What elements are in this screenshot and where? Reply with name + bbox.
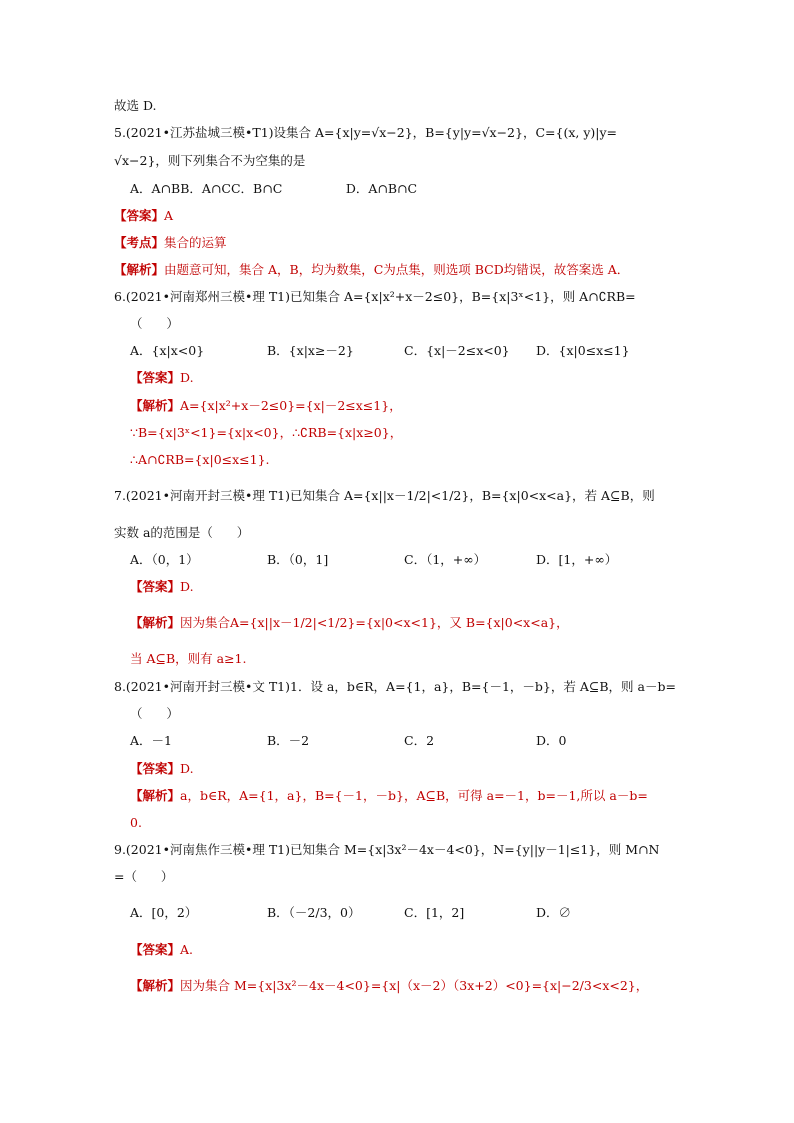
section-body: A. bbox=[180, 942, 194, 957]
option-c: C．2 bbox=[404, 733, 435, 748]
section-tag: 【答案】 bbox=[114, 208, 165, 223]
question-6-analysis-1 bbox=[130, 397, 710, 415]
option-c: C．（1，+∞） bbox=[404, 552, 487, 567]
question-5-line-1: 5.(2021•江苏盐城三模•T1)设集合 A={x|y=√x−2}，B={y|y=√x−2}，C={(x, y)|y= bbox=[114, 125, 618, 140]
question-6-analysis-2 bbox=[130, 424, 710, 442]
text-line bbox=[114, 97, 694, 115]
option-b: B．{x|x≥－2} bbox=[267, 343, 354, 358]
question-8-answer bbox=[130, 760, 710, 778]
option-c: C．{x|－2≤x<0} bbox=[404, 343, 510, 358]
question-9-options bbox=[130, 904, 710, 922]
section-body: 集合的运算 bbox=[164, 235, 227, 250]
question-5-options bbox=[130, 180, 710, 198]
analysis-text bbox=[130, 398, 402, 413]
question-8-blank: （ ） bbox=[130, 706, 179, 721]
section-tag: 【解析】 bbox=[130, 615, 181, 630]
question-6-answer bbox=[130, 369, 710, 387]
question-7-line-2: 实数 a的范围是（ ） bbox=[114, 525, 250, 540]
section-body: D. bbox=[180, 761, 194, 776]
analysis-text: 0. bbox=[130, 815, 142, 830]
option-d: D．{x|0≤x≤1} bbox=[536, 343, 630, 358]
analysis-text: ∵B={x|3ˣ<1}={x|x<0}，∴∁RB={x|x≥0}， bbox=[130, 425, 403, 440]
section-body: A={x|x²+x－2≤0}={x|－2≤x≤1}， bbox=[180, 398, 402, 413]
option-a: A．{x|x<0} bbox=[130, 343, 205, 358]
section-body: a，b∈R，A={1，a}，B={－1，－b}，A⊆B，可得 a=－1，b=－1,所以 a－b= bbox=[180, 788, 648, 803]
question-9-stem-cont bbox=[114, 868, 694, 886]
section-tag: 【答案】 bbox=[130, 761, 181, 776]
question-8-stem-cont bbox=[130, 705, 710, 723]
topic-text bbox=[114, 235, 227, 250]
answer-text bbox=[114, 208, 173, 223]
section-body: 由题意可知，集合 A，B，均为数集，C为点集，则选项 BCD均错误，故答案选 A． bbox=[164, 262, 630, 277]
question-7-options bbox=[130, 551, 710, 569]
conclusion-text: 故选 D. bbox=[114, 98, 157, 113]
question-8-options bbox=[130, 732, 710, 750]
section-body: 因为集合A={x||x－1/2|<1/2}={x|0<x<1}，又 B={x|0<x<a}， bbox=[180, 615, 569, 630]
option-d: D．∅ bbox=[536, 905, 572, 920]
question-5-line-2: √x−2}，则下列集合不为空集的是 bbox=[114, 153, 306, 168]
question-9-stem bbox=[114, 841, 694, 859]
option-a: A．－1 bbox=[130, 733, 172, 748]
question-6-stem bbox=[114, 288, 694, 306]
question-7-analysis-2 bbox=[130, 650, 710, 668]
question-5-answer bbox=[114, 207, 694, 225]
question-9-line-1: 9.(2021•河南焦作三模•理 T1)已知集合 M={x|3x²－4x－4<0}，N={y||y－1|≤1}，则 M∩N bbox=[114, 842, 660, 857]
section-body: D. bbox=[180, 579, 194, 594]
section-body: D. bbox=[180, 370, 194, 385]
answer-text bbox=[130, 579, 194, 594]
section-tag: 【答案】 bbox=[130, 579, 181, 594]
question-8-analysis-1 bbox=[130, 787, 710, 805]
question-8-stem bbox=[114, 678, 694, 696]
question-7-stem-cont bbox=[114, 524, 694, 542]
question-6-line-1: 6.(2021•河南郑州三模•理 T1)已知集合 A={x|x²+x－2≤0}，B={x|3ˣ<1}，则 A∩∁RB= bbox=[114, 289, 636, 304]
section-tag: 【解析】 bbox=[114, 262, 165, 277]
analysis-text bbox=[130, 615, 569, 630]
option-a: A．（0，1） bbox=[130, 552, 199, 567]
section-tag: 【解析】 bbox=[130, 398, 181, 413]
answer-text bbox=[130, 370, 194, 385]
option-d: D．[1，+∞） bbox=[536, 552, 618, 567]
option-a: A．[0，2） bbox=[130, 905, 198, 920]
section-body: A bbox=[164, 208, 174, 223]
question-8-analysis-2 bbox=[130, 814, 710, 832]
question-9-analysis-1 bbox=[130, 977, 710, 995]
question-9-answer bbox=[130, 941, 710, 959]
option-b: B．（－2/3，0） bbox=[267, 905, 361, 920]
option-d: D．0 bbox=[536, 733, 567, 748]
section-tag: 【解析】 bbox=[130, 978, 181, 993]
option-b: B．（0，1] bbox=[267, 552, 329, 567]
answer-text bbox=[130, 761, 194, 776]
question-6-blank: （ ） bbox=[130, 316, 179, 331]
analysis-text: ∴A∩∁RB={x|0≤x≤1}. bbox=[130, 452, 270, 467]
option-c: C．[1，2] bbox=[404, 905, 465, 920]
answer-text bbox=[130, 942, 193, 957]
question-7-analysis-1 bbox=[130, 614, 710, 632]
question-9-blank: =（ ） bbox=[114, 869, 174, 884]
section-tag: 【答案】 bbox=[130, 942, 181, 957]
section-tag: 【考点】 bbox=[114, 235, 165, 250]
question-8-line-1: 8.(2021•河南开封三模•文 T1)1．设 a，b∈R，A={1，a}，B={－1，－b}，若 A⊆B，则 a－b= bbox=[114, 679, 676, 694]
question-7-answer bbox=[130, 578, 710, 596]
option-b: B．－2 bbox=[267, 733, 310, 748]
question-5-topic bbox=[114, 234, 694, 252]
question-7-line-1: 7.(2021•河南开封三模•理 T1)已知集合 A={x||x－1/2|<1/2}，B={x|0<x<a}，若 A⊆B，则 bbox=[114, 488, 655, 503]
section-tag: 【答案】 bbox=[130, 370, 181, 385]
question-5-option-row: A．A∩BB．A∩CC．B∩C D．A∩B∩C bbox=[130, 181, 418, 196]
analysis-text bbox=[130, 978, 648, 993]
analysis-text: 当 A⊆B，则有 a≥1. bbox=[130, 651, 247, 666]
analysis-text bbox=[130, 788, 648, 803]
question-5-stem-cont bbox=[114, 152, 694, 170]
question-6-options bbox=[130, 342, 710, 360]
question-6-analysis-3 bbox=[130, 451, 710, 469]
section-tag: 【解析】 bbox=[130, 788, 181, 803]
question-5-analysis bbox=[114, 261, 694, 279]
section-body: 因为集合 M={x|3x²－4x－4<0}={x|（x－2）（3x+2）<0}={x|−2/3<x<2}， bbox=[180, 978, 649, 993]
analysis-text bbox=[114, 262, 629, 277]
question-6-stem-cont bbox=[130, 315, 710, 333]
question-5-stem bbox=[114, 124, 694, 142]
question-7-stem bbox=[114, 487, 694, 505]
